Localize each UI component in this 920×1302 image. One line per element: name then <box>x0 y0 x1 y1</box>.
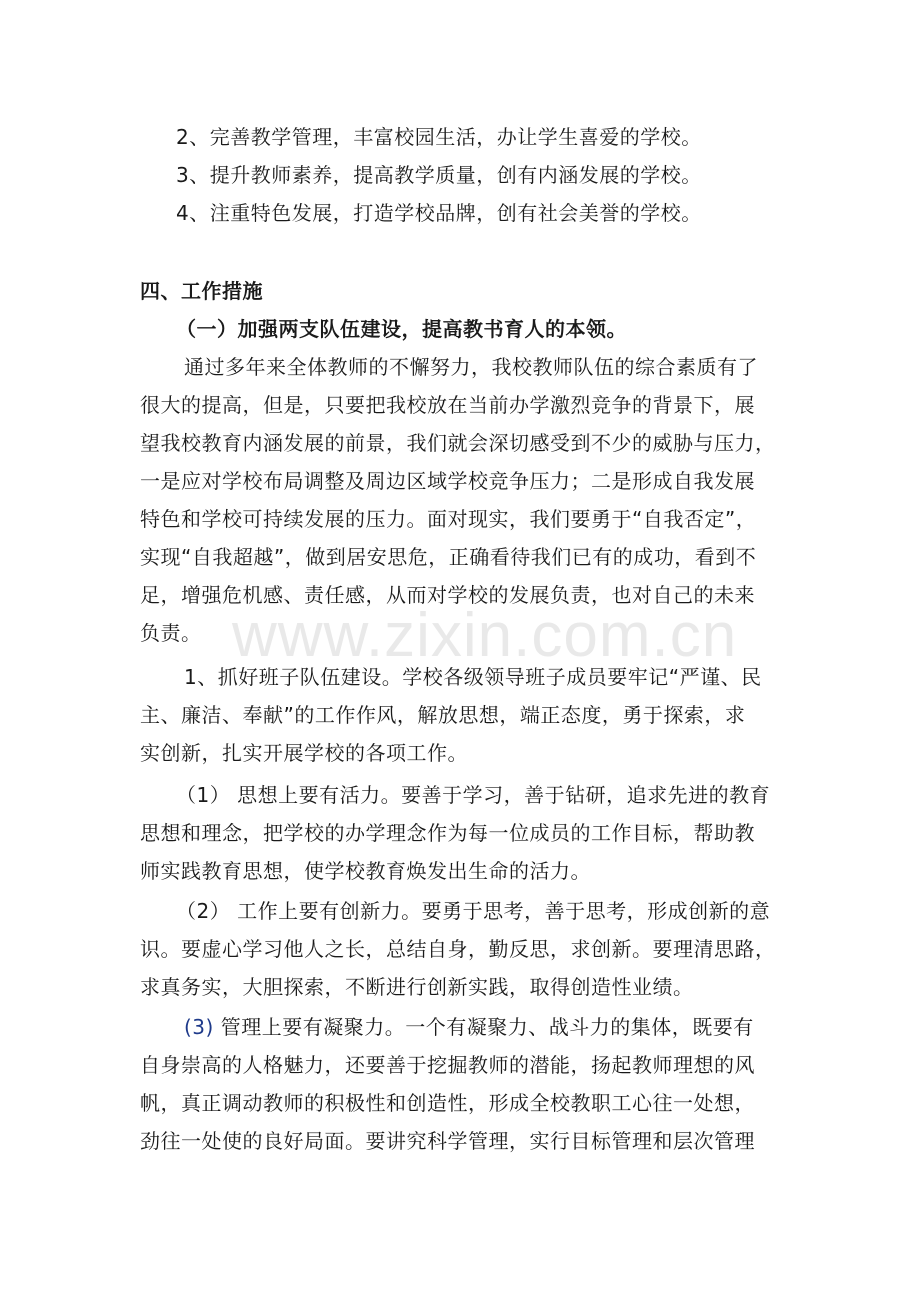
paragraph-line: 主、廉洁、奉献”的工作作风，解放思想，端正态度，勇于探索，求 <box>140 703 746 727</box>
goal-item: 3、提升教师素养，提高教学质量，创有内涵发展的学校。 <box>176 163 702 187</box>
paragraph-line: 自身崇高的人格魅力，还要善于挖掘教师的潜能，扬起教师理想的风 <box>140 1053 755 1077</box>
goal-item: 2、完善教学管理，丰富校园生活，办让学生喜爱的学校。 <box>176 125 702 149</box>
paragraph-line: 负责。 <box>140 621 202 645</box>
paragraph-line: （1） 思想上要有活力。要善于学习，善于钻研，追求先进的教育 <box>176 783 771 807</box>
paragraph-text: 管理上要有凝聚力。一个有凝聚力、战斗力的集体，既要有 <box>213 1015 754 1039</box>
paragraph-line: 1、抓好班子队伍建设。学校各级领导班子成员要牢记“严谨、民 <box>184 665 762 689</box>
paragraph-line: 足，增强危机感、责任感，从而对学校的发展负责，也对自己的未来 <box>140 583 755 607</box>
paragraph-line: 思想和理念，把学校的办学理念作为每一位成员的工作目标，帮助教 <box>140 821 755 845</box>
paragraph-line: 实创新，扎实开展学校的各项工作。 <box>140 741 468 765</box>
paragraph-line: （2） 工作上要有创新力。要勇于思考，善于思考，形成创新的意 <box>176 899 771 923</box>
item-number: (3) <box>184 1015 214 1039</box>
watermark: www.zixin.com.cn <box>232 601 738 670</box>
paragraph-line: 特色和学校可持续发展的压力。面对现实，我们要勇于“自我否定”， <box>140 507 757 531</box>
paragraph-line: 求真务实，大胆探索，不断进行创新实践，取得创造性业绩。 <box>140 975 694 999</box>
paragraph-line <box>184 1008 754 1046</box>
paragraph-line: 望我校教育内涵发展的前景，我们就会深切感受到不少的威胁与压力， <box>140 431 776 455</box>
paragraph-line: 帆，真正调动教师的积极性和创造性，形成全校教职工心往一处想， <box>140 1091 755 1115</box>
paragraph-line: 师实践教育思想，使学校教育焕发出生命的活力。 <box>140 859 591 883</box>
paragraph-line: 很大的提高，但是，只要把我校放在当前办学激烈竞争的背景下，展 <box>140 393 755 417</box>
paragraph-line: 一是应对学校布局调整及周边区域学校竞争压力；二是形成自我发展 <box>140 469 755 493</box>
paragraph-line: 识。要虚心学习他人之长，总结自身，勤反思，求创新。要理清思路， <box>140 937 776 961</box>
goal-item: 4、注重特色发展，打造学校品牌，创有社会美誉的学校。 <box>176 201 702 225</box>
section-title: 四、工作措施 <box>140 279 263 303</box>
paragraph-line: 劲往一处使的良好局面。要讲究科学管理，实行目标管理和层次管理 <box>140 1129 755 1153</box>
paragraph-line: 通过多年来全体教师的不懈努力，我校教师队伍的综合素质有了 <box>184 355 758 379</box>
subsection-title: （一）加强两支队伍建设，提高教书育人的本领。 <box>176 317 627 341</box>
paragraph-line: 实现“自我超越”，做到居安思危，正确看待我们已有的成功，看到不 <box>140 545 757 569</box>
